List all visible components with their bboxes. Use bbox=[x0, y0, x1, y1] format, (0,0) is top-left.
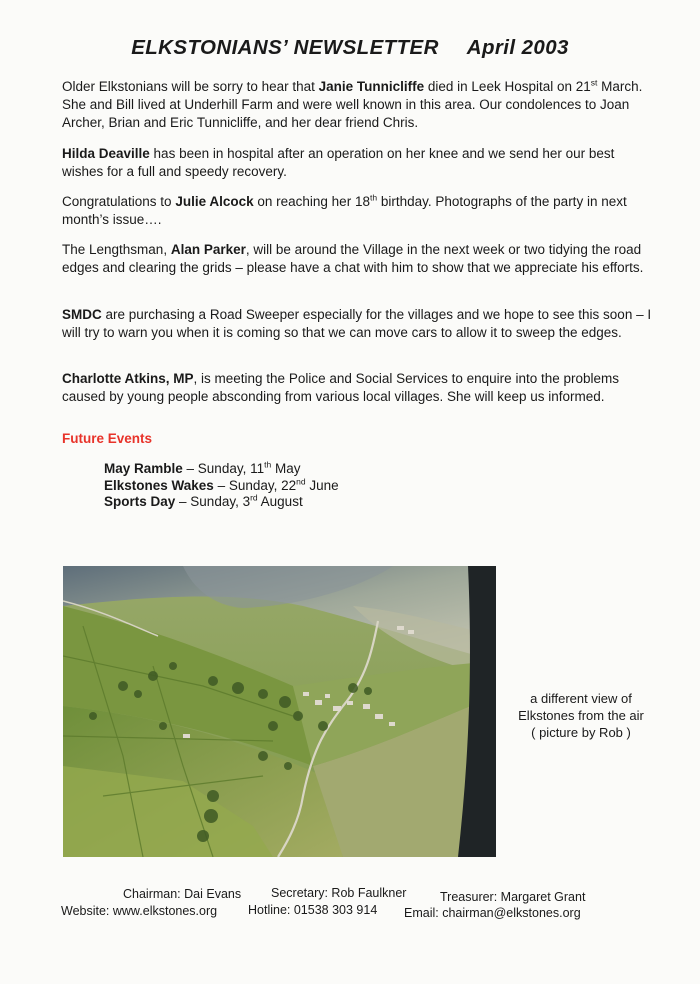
footer-email: Email: chairman@elkstones.org bbox=[404, 906, 581, 920]
person-name: Hilda Deaville bbox=[62, 146, 150, 161]
paragraph-text: March. She and Bill lived at Underhill Farm and were well known in this area. Our condolences to Joan Archer, Brian and Eric Tunnicliffe, and her dear friend Chris. bbox=[62, 79, 643, 130]
footer-website: Website: www.elkstones.org bbox=[61, 904, 218, 918]
paragraph-text: Older Elkstonians will be sorry to hear that bbox=[62, 79, 319, 94]
paragraph-text: The Lengthsman, bbox=[62, 242, 171, 257]
event-month: June bbox=[305, 477, 339, 493]
ordinal-suffix: rd bbox=[250, 492, 258, 503]
person-name: Julie Alcock bbox=[175, 194, 254, 209]
footer-treasurer: Treasurer: Margaret Grant bbox=[440, 890, 586, 904]
event-separator: – bbox=[182, 461, 198, 476]
event-name: Sports Day bbox=[104, 494, 176, 509]
paragraph-janie-tunnicliffe bbox=[62, 78, 652, 132]
event-item bbox=[104, 494, 339, 511]
organisation-name: SMDC bbox=[62, 307, 102, 322]
ordinal-suffix: nd bbox=[296, 476, 306, 486]
paragraph-julie-alcock bbox=[62, 193, 652, 229]
future-events-list bbox=[104, 461, 339, 511]
paragraph-alan-parker bbox=[62, 241, 652, 277]
paragraph-smdc bbox=[62, 306, 652, 342]
event-date: Sunday, 11 bbox=[197, 461, 265, 476]
paragraph-hilda-deaville bbox=[62, 145, 652, 181]
newsletter-date: April 2003 bbox=[466, 36, 569, 59]
aerial-photo bbox=[63, 566, 496, 857]
footer-chairman: Chairman: Dai Evans bbox=[123, 887, 242, 901]
aerial-photo-illustration bbox=[63, 566, 496, 857]
future-events-heading: Future Events bbox=[62, 431, 153, 446]
ordinal-suffix: th bbox=[264, 459, 272, 470]
caption-credit: ( picture by Rob ) bbox=[531, 725, 631, 740]
paragraph-text: on reaching her 18 bbox=[253, 194, 370, 209]
event-name: Elkstones Wakes bbox=[104, 477, 214, 493]
newsletter-title bbox=[0, 36, 700, 60]
paragraph-text: are purchasing a Road Sweeper especially for the villages and we hope to see this soon – I will try to warn you when it is coming so that we can move cars to allow it to sweep the edges. bbox=[62, 307, 652, 340]
person-name: Alan Parker bbox=[170, 242, 246, 257]
ordinal-suffix: th bbox=[369, 192, 378, 203]
paragraph-text: , is meeting the Police and Social Services to enquire into the problems caused by young people absconding from various local villages. She will keep us informed. bbox=[62, 371, 619, 404]
ordinal-suffix: st bbox=[590, 77, 598, 88]
caption-line: Elkstones from the air bbox=[518, 708, 644, 723]
person-name: Charlotte Atkins, MP bbox=[62, 371, 194, 386]
event-date: Sunday, 3 bbox=[190, 494, 251, 509]
caption-line: a different view of bbox=[530, 691, 632, 706]
footer-secretary: Secretary: Rob Faulkner bbox=[271, 886, 407, 900]
paragraph-charlotte-atkins bbox=[62, 370, 652, 406]
paragraph-text: , will be around the Village in the next week or two tidying the road edges and clearing the grids – please have a chat with him to show that we appreciate his efforts. bbox=[62, 242, 644, 275]
newsletter-name: ELKSTONIANS’ NEWSLETTER bbox=[131, 36, 439, 59]
event-name: May Ramble bbox=[104, 461, 183, 476]
person-name: Janie Tunnicliffe bbox=[318, 79, 425, 94]
event-separator: – bbox=[213, 477, 229, 493]
photo-caption bbox=[506, 690, 656, 741]
paragraph-text: died in Leek Hospital on 21 bbox=[424, 79, 591, 94]
event-item bbox=[104, 478, 339, 495]
event-month: May bbox=[271, 461, 301, 476]
paragraph-text: birthday. Photographs of the party in next month’s issue…. bbox=[62, 194, 627, 227]
paragraph-text: Congratulations to bbox=[62, 194, 176, 209]
event-month: August bbox=[257, 494, 303, 509]
event-separator: – bbox=[175, 494, 191, 509]
paragraph-text: has been in hospital after an operation on her knee and we send her our best wishes for a full and speedy recovery. bbox=[62, 146, 615, 179]
footer-hotline: Hotline: 01538 303 914 bbox=[248, 903, 378, 917]
event-date: Sunday, 22 bbox=[228, 477, 297, 493]
